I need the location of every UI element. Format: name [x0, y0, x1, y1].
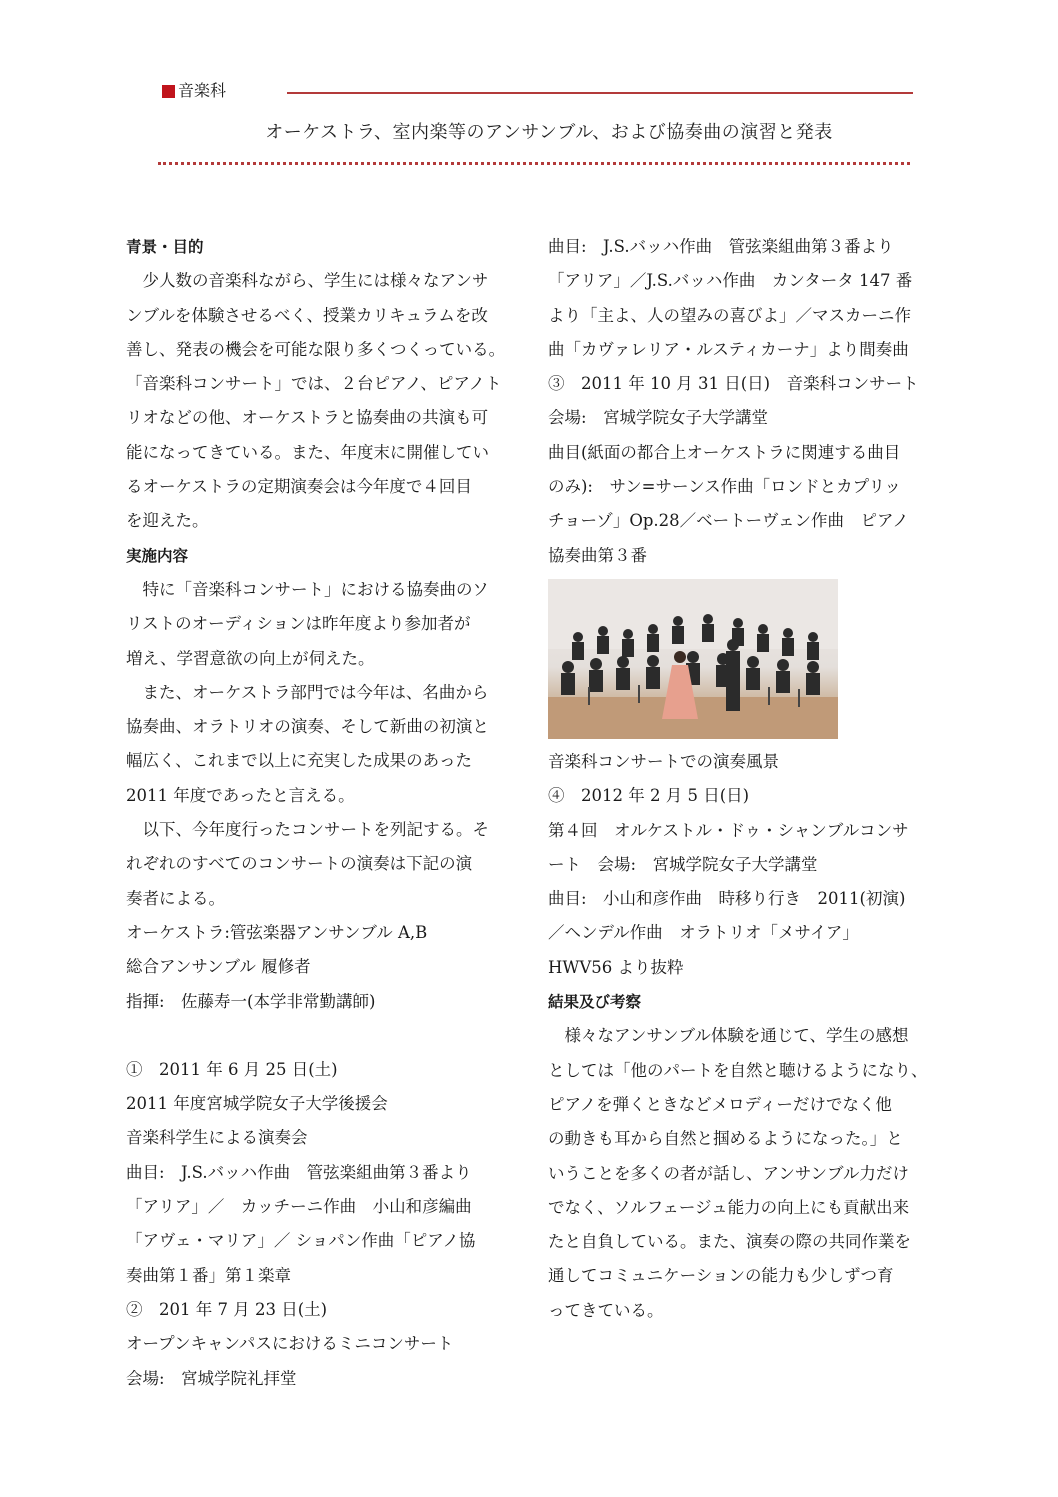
left-column	[126, 230, 512, 1396]
text-line: の動きも耳から自然と掴めるようになった。」と	[548, 1129, 903, 1149]
text-line: ② 201 年 7 月 23 日(土)	[126, 1299, 328, 1319]
text-line: 奏者による。	[126, 888, 225, 908]
text-line: ④ 2012 年 2 月 5 日(日)	[548, 786, 750, 806]
red-square-icon	[162, 85, 175, 98]
department-name: 音楽科	[178, 81, 227, 100]
text-line: いうことを多くの者が話し、アンサンブル力だけ	[548, 1163, 909, 1183]
blank-line	[126, 1019, 512, 1053]
text-line: 協奏曲、オラトリオの演奏、そして新曲の初演と	[126, 717, 489, 737]
page-subtitle: オーケストラ、室内楽等のアンサンブル、および協奏曲の演習と発表	[265, 122, 833, 143]
text-line: 曲「カヴァレリア・ルスティカーナ」より間奏曲	[548, 339, 909, 359]
text-line: 会場: 宮城学院女子大学講堂	[548, 408, 769, 428]
text-line: 音楽科コンサートでの演奏風景	[548, 751, 779, 771]
right-column-top	[548, 230, 942, 573]
text-line: オーケストラ:管弦楽器アンサンブル A,B	[126, 922, 428, 942]
text-line: 「アヴェ・マリア」／ ショパン作曲「ピアノ協	[126, 1231, 476, 1251]
header-rule	[287, 92, 913, 94]
section-heading: 結果及び考察	[548, 993, 642, 1012]
text-line: としては「他のパートを自然と聴けるようになり、	[548, 1060, 928, 1080]
right-column	[548, 230, 942, 1328]
text-line: ③ 2011 年 10 月 31 日(日) 音楽科コンサート	[548, 374, 919, 394]
text-line: 通してコミュニケーションの能力も少しずつ育	[548, 1266, 894, 1286]
text-line: 増え、学習意欲の向上が伺えた。	[126, 648, 375, 668]
text-line: 音楽科学生による演奏会	[126, 1128, 308, 1148]
text-line: HWV56 より抜粋	[548, 957, 684, 977]
text-line: 曲目(紙面の都合上オーケストラに関連する曲目	[548, 442, 901, 462]
text-line: リストのオーディションは昨年度より参加者が	[126, 614, 471, 634]
text-line: 能になってきている。また、年度末に開催してい	[126, 442, 489, 462]
text-line: リオなどの他、オーケストラと協奏曲の共演も可	[126, 408, 489, 428]
section-heading: 青景・目的	[126, 238, 204, 256]
text-line: 2011 年度であったと言える。	[126, 785, 355, 805]
text-line: のみ): サン=サーンス作曲「ロンドとカプリッ	[548, 477, 901, 497]
text-line: 奏曲第１番」第１楽章	[126, 1265, 291, 1285]
text-line: 曲目: 小山和彦作曲 時移り行き 2011(初演)	[548, 889, 906, 909]
orchestra-concert-photo	[548, 579, 838, 739]
text-line: を迎えた。	[126, 511, 209, 531]
text-line: 2011 年度宮城学院女子大学後援会	[126, 1094, 388, 1114]
text-line: 「アリア」／J.S.バッハ作曲 カンタータ 147 番	[548, 271, 913, 291]
text-line: ート 会場: 宮城学院女子大学講堂	[548, 854, 818, 874]
text-line: 以下、今年度行ったコンサートを列記する。そ	[126, 820, 489, 840]
text-line: 「アリア」／ カッチーニ作曲 小山和彦編曲	[126, 1197, 472, 1217]
text-line: ってきている。	[548, 1300, 664, 1320]
text-line: でなく、ソルフェージュ能力の向上にも貢献出来	[548, 1197, 910, 1217]
text-line: 様々なアンサンブル体験を通じて、学生の感想	[548, 1026, 909, 1046]
dotted-divider	[158, 162, 910, 165]
section-heading: 実施内容	[126, 546, 189, 565]
right-column-bottom	[548, 745, 942, 1328]
department-label	[162, 81, 226, 101]
text-line: 少人数の音楽科ながら、学生には様々なアンサ	[126, 271, 489, 291]
text-line: るオーケストラの定期演奏会は今年度で４回目	[126, 477, 472, 497]
text-line: ピアノを弾くときなどメロディーだけでなく他	[548, 1094, 892, 1114]
text-line: 第４回 オルケストル・ドゥ・シャンブルコンサ	[548, 820, 909, 840]
text-line: 曲目: J.S.バッハ作曲 管弦楽組曲第３番より	[548, 237, 894, 256]
text-line: オープンキャンパスにおけるミニコンサート	[126, 1334, 454, 1354]
text-line: ／ヘンデル作曲 オラトリオ「メサイア」	[548, 923, 859, 943]
text-line: 指揮: 佐藤寿一(本学非常勤講師)	[126, 991, 376, 1011]
text-line: 「音楽科コンサート」では、２台ピアノ、ピアノト	[126, 374, 502, 394]
text-line: 会場: 宮城学院礼拝堂	[126, 1368, 297, 1388]
text-line: 曲目: J.S.バッハ作曲 管弦楽組曲第３番より	[126, 1162, 472, 1182]
text-line: 特に「音楽科コンサート」における協奏曲のソ	[126, 579, 489, 599]
text-line: 幅広く、これまで以上に充実した成果のあった	[126, 751, 473, 771]
text-line: より「主よ、人の望みの喜びよ」／マスカーニ作	[548, 305, 911, 325]
text-line: 善し、発表の機会を可能な限り多くつくっている。	[126, 339, 506, 359]
text-line: また、オーケストラ部門では今年は、名曲から	[126, 682, 489, 702]
text-line: れぞれのすべてのコンサートの演奏は下記の演	[126, 854, 473, 874]
text-line: 総合アンサンブル 履修者	[126, 957, 311, 977]
text-line: チョーゾ」Op.28／ベートーヴェン作曲 ピアノ	[548, 511, 909, 531]
text-line: 協奏曲第３番	[548, 545, 647, 565]
text-line: ンブルを体験させるべく、授業カリキュラムを改	[126, 305, 488, 325]
text-line: ① 2011 年 6 月 25 日(土)	[126, 1059, 338, 1079]
text-line: たと自負している。また、演奏の際の共同作業を	[548, 1232, 911, 1252]
